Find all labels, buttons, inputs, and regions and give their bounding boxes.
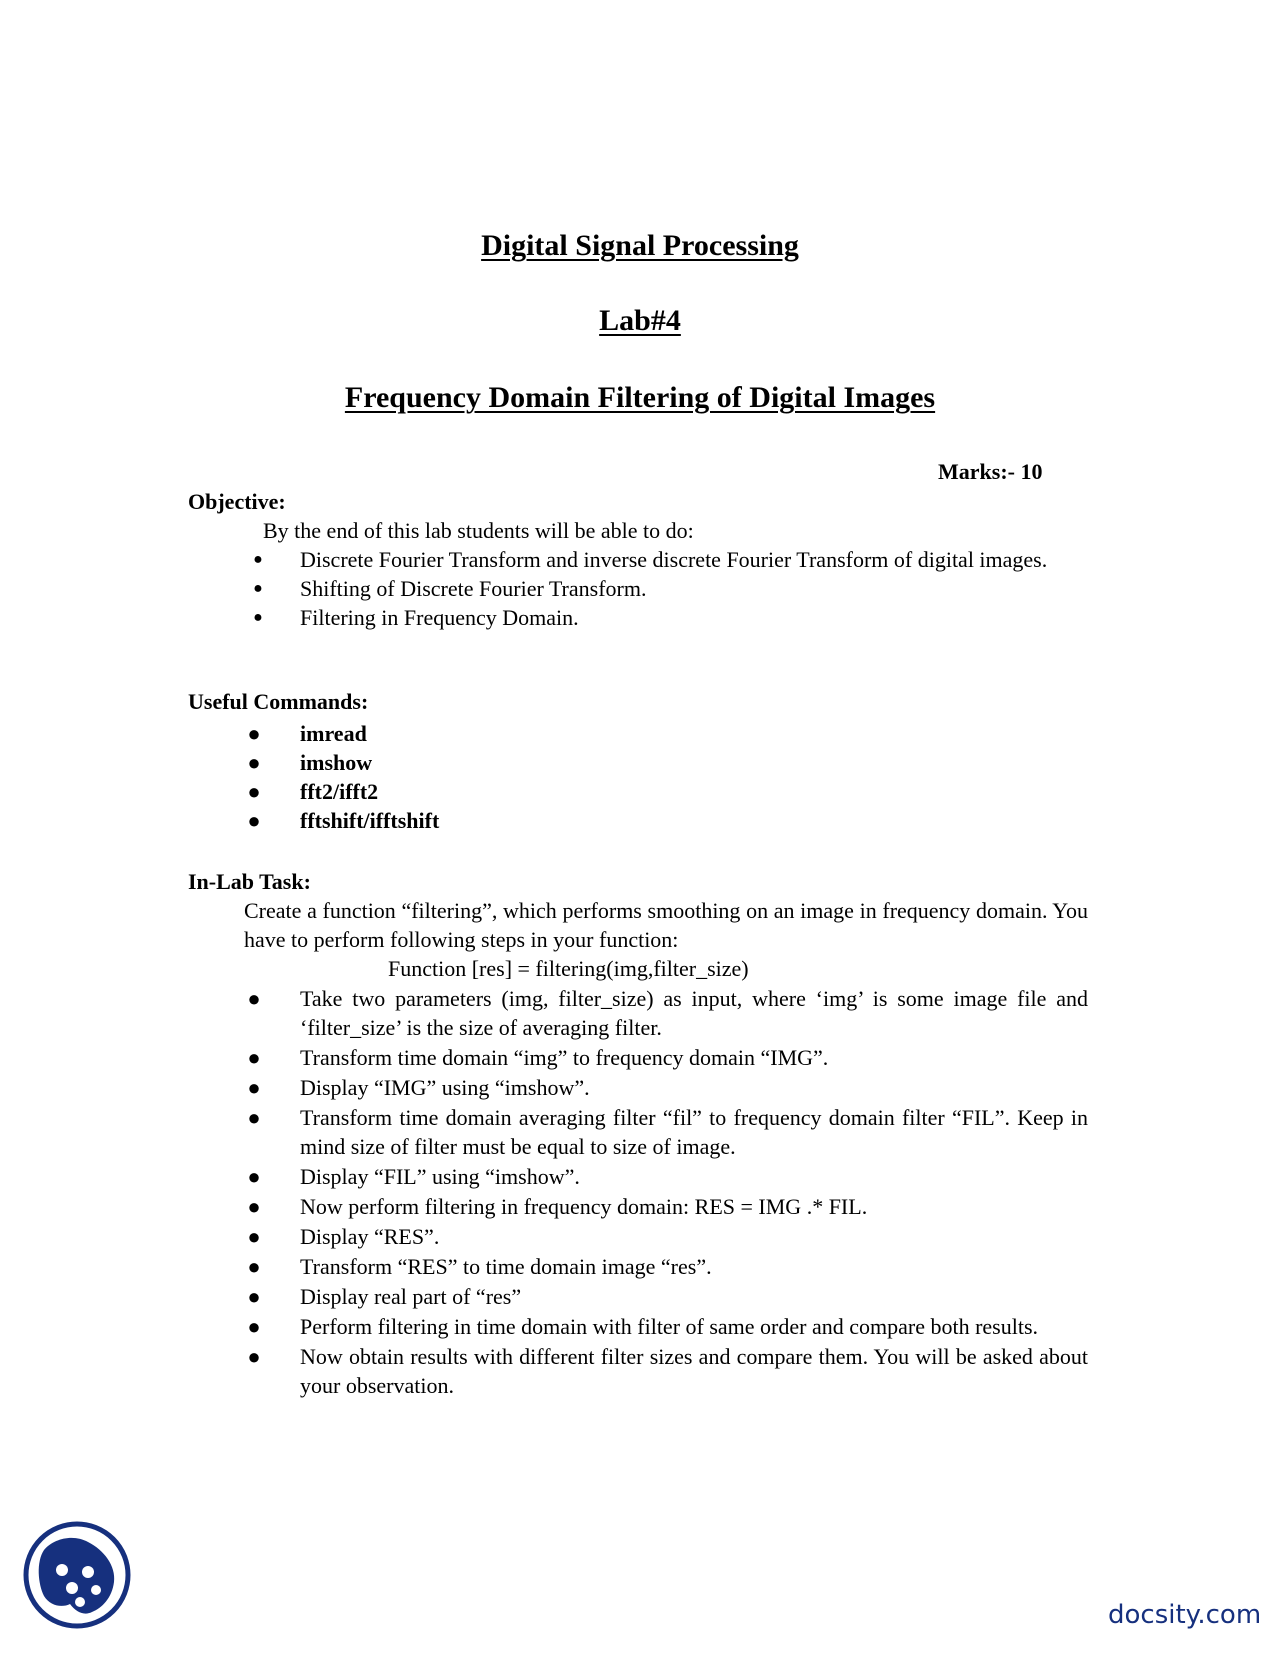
logo-dot <box>75 1597 85 1607</box>
list-item <box>247 1192 1088 1221</box>
bullet-icon: ● <box>247 1284 261 1309</box>
bullet-icon: ● <box>247 1344 261 1369</box>
list-item <box>247 984 1088 1042</box>
list-item <box>247 1252 1088 1281</box>
task-step-text: Display “RES”. <box>300 1224 440 1249</box>
task-step-text: Now obtain results with different filter sizes and compare them. You will be asked about your observation. <box>300 1344 1088 1398</box>
lab-number: Lab#4 <box>599 304 681 337</box>
task-step-text: Perform filtering in time domain with filter of same order and compare both results. <box>300 1314 1039 1339</box>
task-step-text: Display “FIL” using “imshow”. <box>300 1164 580 1189</box>
task-step-text: Transform time domain “img” to frequency domain “IMG”. <box>300 1045 829 1070</box>
command-text: fftshift/ifftshift <box>300 808 440 833</box>
bullet-icon: ● <box>247 1075 261 1100</box>
bullet-icon: ● <box>247 1105 261 1130</box>
logo-dot <box>82 1566 94 1578</box>
list-item <box>247 719 439 748</box>
list-item <box>247 1103 1088 1161</box>
bullet-icon: ● <box>247 1045 261 1070</box>
course-title: Digital Signal Processing <box>481 229 799 262</box>
task-steps-list <box>247 984 1088 1401</box>
task-intro: Create a function “filtering”, which performs smoothing on an image in frequency domain. You have to perform following steps in your function: <box>244 898 1088 952</box>
objective-list <box>253 545 1088 632</box>
list-item <box>247 777 439 806</box>
commands-heading: Useful Commands: <box>188 689 369 714</box>
list-item <box>247 1162 1088 1191</box>
list-item <box>247 1043 1088 1072</box>
objective-item-text: Shifting of Discrete Fourier Transform. <box>300 576 647 601</box>
lab-subtitle: Frequency Domain Filtering of Digital Images <box>344 381 936 414</box>
docsity-logo-icon[interactable] <box>22 1520 132 1630</box>
bullet-icon: ● <box>253 609 263 626</box>
bullet-icon: ● <box>247 750 261 775</box>
bullet-icon: ● <box>247 721 261 746</box>
function-signature: Function [res] = filtering(img,filter_size) <box>388 956 749 981</box>
task-heading: In-Lab Task: <box>188 869 311 894</box>
bullet-icon: ● <box>247 1164 261 1189</box>
logo-dot <box>56 1564 68 1576</box>
list-item <box>247 1312 1088 1341</box>
command-text: imread <box>300 721 367 746</box>
task-step-text: Display real part of “res” <box>300 1284 522 1309</box>
objective-item-text: Filtering in Frequency Domain. <box>300 605 579 630</box>
list-item <box>247 1073 1088 1102</box>
bullet-icon: ● <box>247 808 261 833</box>
marks-label: Marks:- 10 <box>938 459 1043 484</box>
list-item <box>247 1222 1088 1251</box>
list-item <box>253 545 1088 574</box>
list-item <box>253 574 1088 603</box>
task-step-text: Transform time domain averaging filter “fil” to frequency domain filter “FIL”. Keep in mind size of filter must be equal to size of image. <box>300 1105 1088 1159</box>
bullet-icon: ● <box>253 551 263 568</box>
bullet-icon: ● <box>247 779 261 804</box>
list-item <box>247 748 439 777</box>
docsity-brand-link[interactable]: docsity.com <box>1108 1600 1262 1630</box>
list-item <box>247 1342 1088 1400</box>
command-text: imshow <box>300 750 373 775</box>
list-item <box>253 603 1088 632</box>
objective-heading: Objective: <box>188 489 286 514</box>
objective-item-text: Discrete Fourier Transform and inverse discrete Fourier Transform of digital images. <box>300 547 1048 572</box>
bullet-icon: ● <box>247 1224 261 1249</box>
task-step-text: Display “IMG” using “imshow”. <box>300 1075 590 1100</box>
task-step-text: Transform “RES” to time domain image “res”. <box>300 1254 712 1279</box>
bullet-icon: ● <box>247 1194 261 1219</box>
bullet-icon: ● <box>253 580 263 597</box>
objective-intro: By the end of this lab students will be able to do: <box>263 518 694 543</box>
logo-dot <box>91 1585 101 1595</box>
bullet-icon: ● <box>247 1254 261 1279</box>
commands-list <box>247 719 440 835</box>
list-item <box>247 806 440 835</box>
task-step-text: Take two parameters (img, filter_size) as input, where ‘img’ is some image file and ‘filter_size’ is the size of averaging filter. <box>300 986 1088 1040</box>
bullet-icon: ● <box>247 986 261 1011</box>
logo-dot <box>66 1582 78 1594</box>
bullet-icon: ● <box>247 1314 261 1339</box>
task-step-text: Now perform filtering in frequency domain: RES = IMG .* FIL. <box>300 1194 868 1219</box>
list-item <box>247 1282 1088 1311</box>
command-text: fft2/ifft2 <box>300 779 379 804</box>
